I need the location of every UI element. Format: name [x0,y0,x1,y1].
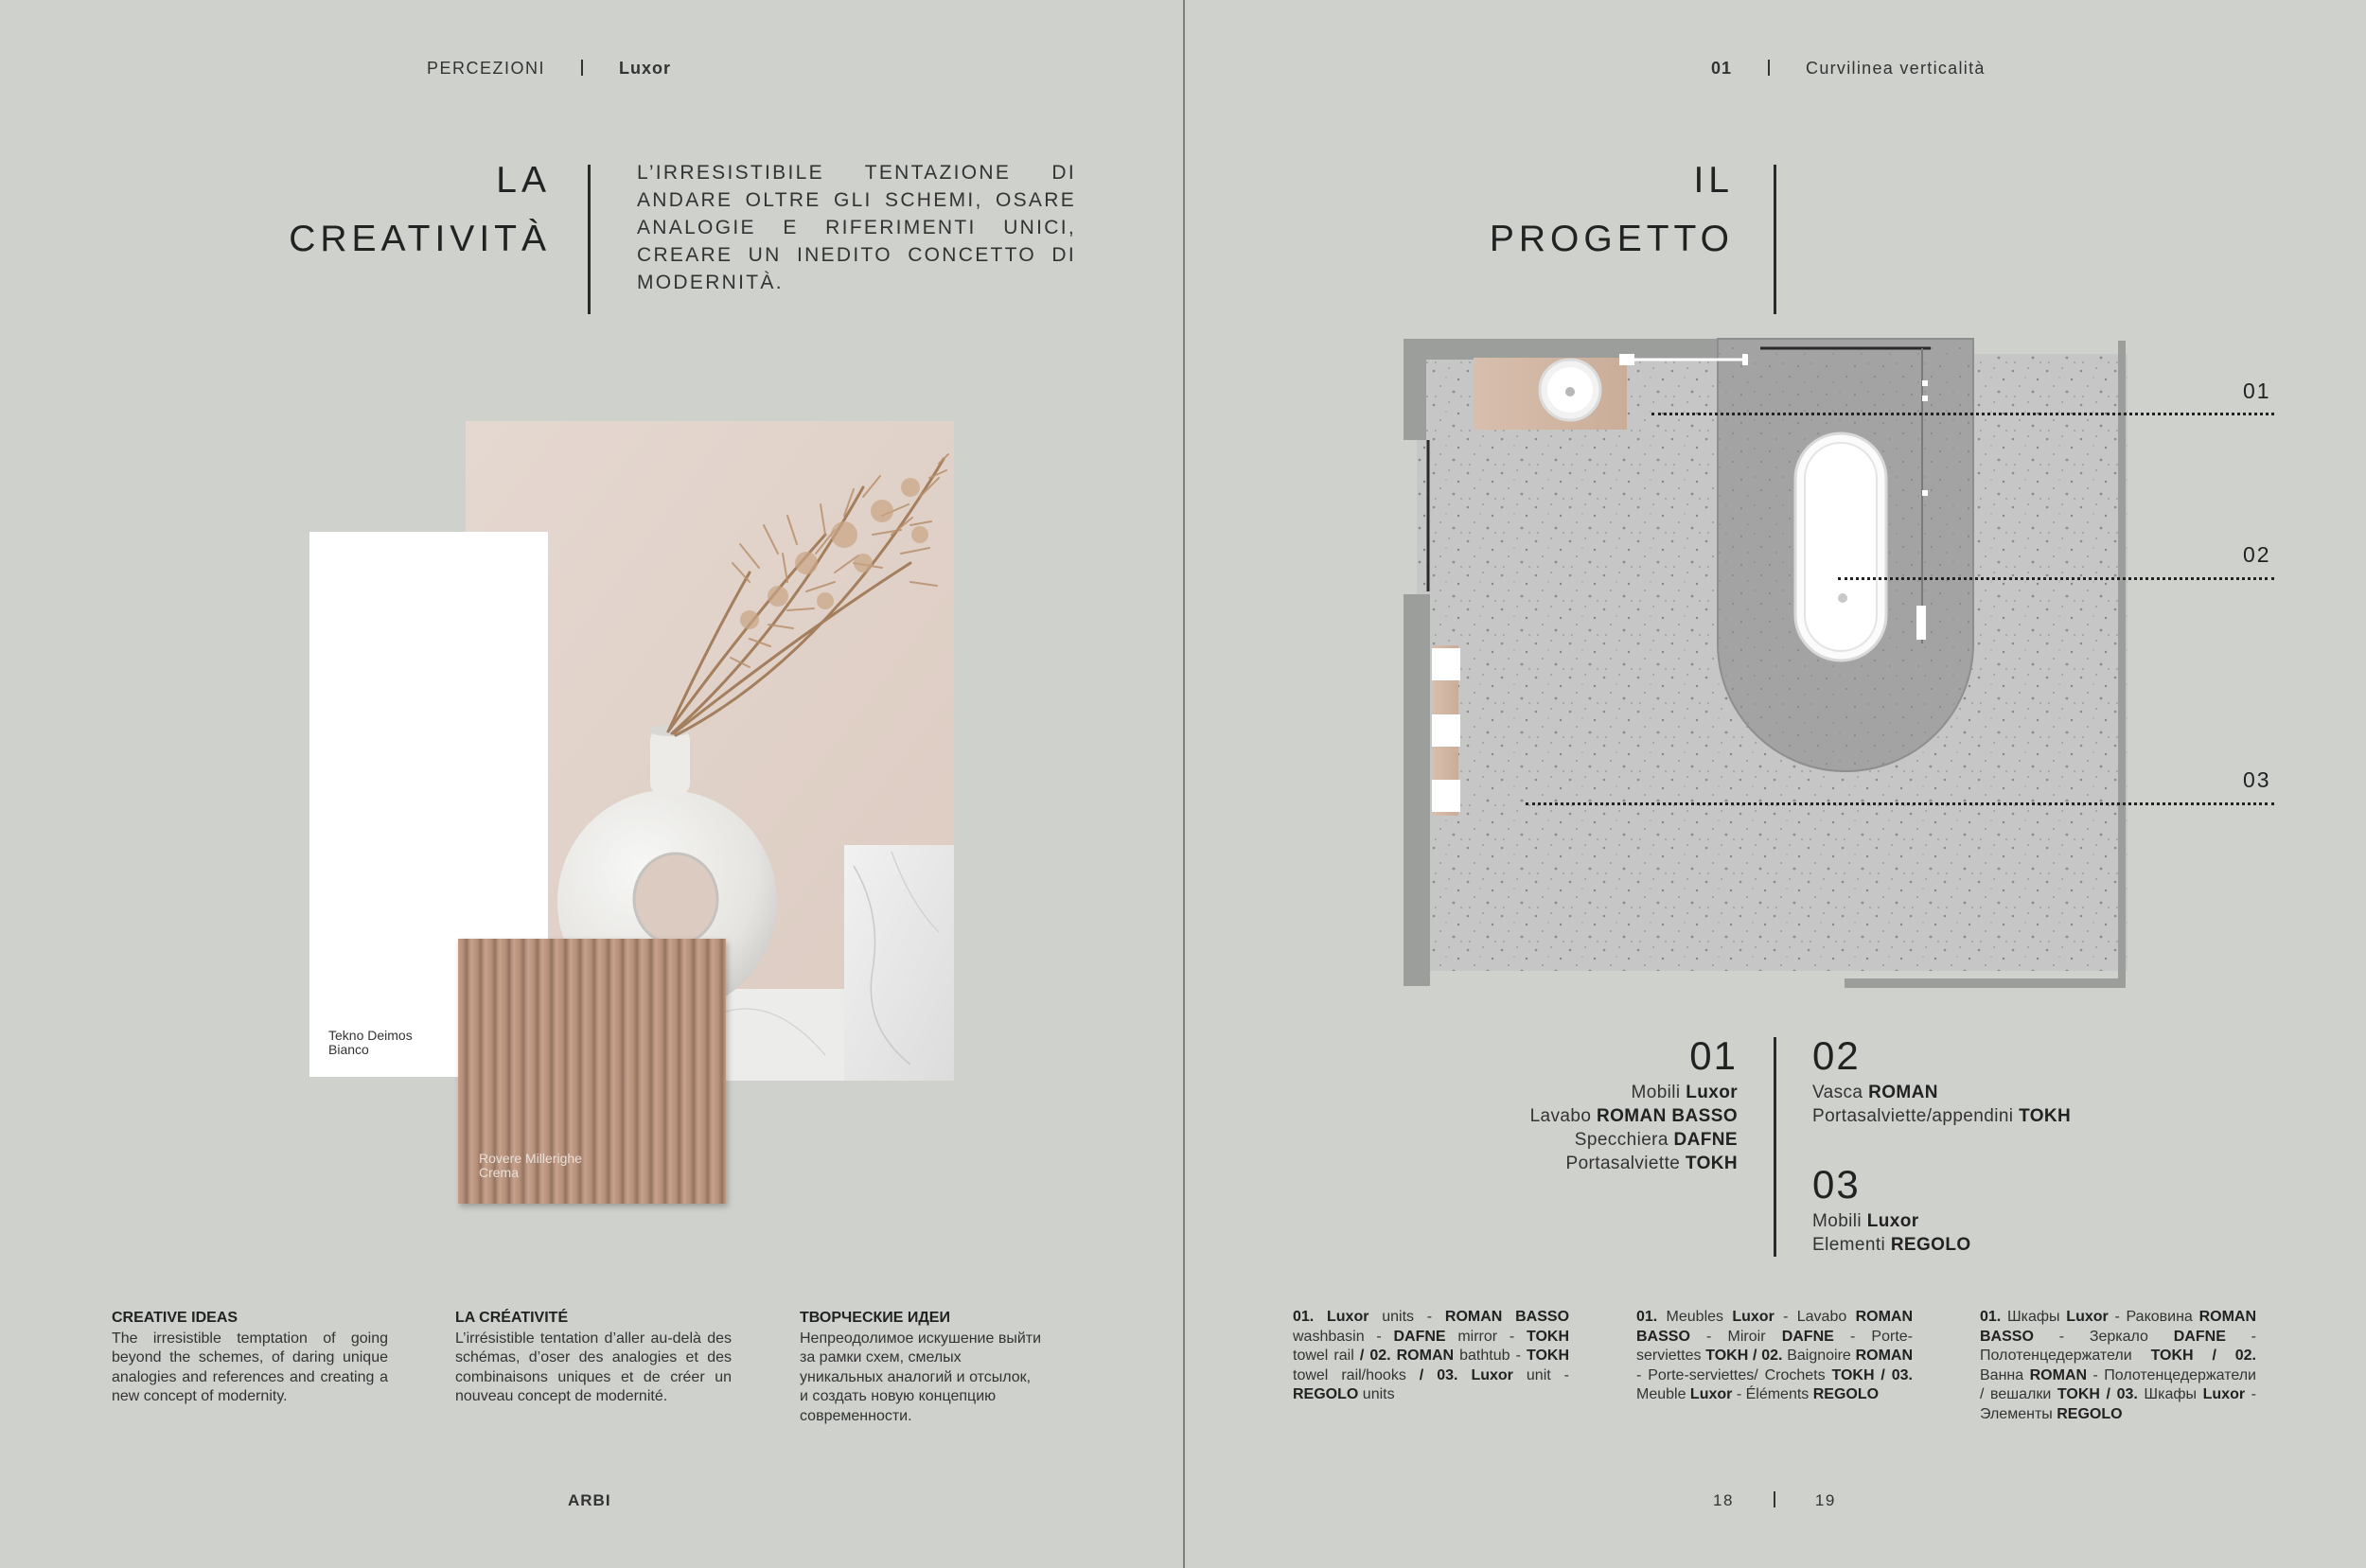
legend-number: 01 [1689,1033,1738,1078]
swatch-name: Rovere Millerighe [479,1151,582,1166]
item-brand: TOKH [2019,1106,2072,1126]
page-numbers [1713,1491,1836,1510]
text-run: - Зеркало [2033,1328,2174,1345]
title-divider [588,165,591,314]
item-label: Vasca [1812,1083,1869,1102]
item-brand: TOKH [1685,1154,1738,1173]
product-list-en [1293,1308,1569,1405]
text-column-ru [800,1309,1076,1426]
text-run: towel rail/hooks [1293,1366,1420,1383]
swatch-finish: Bianco [328,1042,369,1057]
product-list-ru [1980,1308,2256,1424]
bold-run: Luxor [1689,1386,1733,1402]
legend-items [1530,1081,1738,1175]
product-label: Luxor [619,59,672,78]
text-run: washbasin - [1293,1328,1394,1345]
title-line: CREATIVITÀ [289,219,551,259]
item-brand: Luxor [1686,1083,1738,1102]
bold-run: REGOLO [1812,1386,1880,1402]
legend-number: 03 [1812,1162,1861,1207]
leader-line-01 [1651,413,2274,415]
running-header-left [427,59,671,79]
legend-divider [1774,1037,1776,1257]
text-run: mirror - [1445,1328,1527,1345]
running-header-right [1711,59,1986,79]
legend-number: 02 [1812,1033,1861,1078]
item-brand: Luxor [1866,1211,1919,1231]
column-heading: LA CRÉATIVITÉ [455,1310,569,1326]
product-list-text [1636,1309,1913,1402]
chapter-subtitle: Curvilinea verticalità [1806,59,1986,78]
bold-run: 01. [1636,1309,1658,1325]
bold-run: ROMAN BASSO [1636,1309,1914,1345]
legend-group-02 [1812,1033,2071,1128]
column-heading: ТВОРЧЕСКИЕ ИДЕИ [800,1310,950,1326]
leader-line-02 [1838,577,2274,580]
item-label: Lavabo [1529,1106,1597,1126]
product-list-text [1293,1309,1569,1402]
product-list-fr [1636,1308,1913,1405]
text-run: - Полотенцедержатели [1980,1328,2256,1364]
item-label: Elementi [1812,1235,1891,1255]
text-run: units [1358,1386,1395,1402]
column-text: The irresistible temptation of going beyond the schemes, of daring unique analogies and references and creating a new concept of modernity. [112,1330,388,1404]
column-text: L’irrésistible tentation d’aller au-delà des schémas, d’oser des analogies et des combinaisons uniques et de créer un nouveau concept de modernité. [455,1330,732,1404]
column-line: современности. [800,1407,912,1424]
brand-name: ARBI [568,1491,611,1509]
bold-run: 01. [1980,1309,2002,1325]
section-label: PERCEZIONI [427,59,546,78]
plan-marker-03: 03 [2243,767,2271,792]
swatch-rovere-millerighe-crema [458,939,726,1204]
bold-run: TOKH / 03. [2057,1386,2138,1402]
item-label: Mobili [1812,1211,1867,1231]
column-line: уникальных аналогий и отсылок, [800,1368,1032,1385]
plan-marker-02: 02 [2243,542,2271,567]
legend-items [1812,1081,2071,1128]
text-run: - Элементы [1980,1386,2257,1422]
column-line: и создать новую концепцию [800,1388,997,1404]
bold-run: TOKH [1526,1328,1569,1345]
bathroom-floor-plan [1396,331,2158,1003]
plan-marker-01: 01 [2243,379,2271,403]
swatch-finish: Crema [479,1165,520,1180]
item-brand: DAFNE [1673,1130,1738,1150]
item-label: Portasalviette [1565,1154,1686,1173]
bold-run: TOKH [1526,1348,1570,1364]
legend-item [1530,1152,1738,1175]
chapter-number: 01 [1711,59,1733,78]
text-run: - Полотенцедержатели / вешалки [1980,1366,2256,1402]
footer-brand [568,1491,611,1510]
legend-group-03 [1812,1162,1971,1257]
bold-run: ROMAN [2029,1366,2088,1383]
bold-run: REGOLO [1293,1386,1359,1402]
column-line: за рамки схем, смелых [800,1349,962,1365]
text-run: Baignoire [1782,1348,1856,1364]
text-run: - Porte-serviettes [1636,1328,1913,1364]
legend-item [1812,1233,1971,1257]
text-run: Ванна [1980,1366,2030,1383]
bold-run: Luxor [1732,1309,1774,1325]
bold-run: / 03. Luxor [1419,1366,1513,1383]
page-number-left: 18 [1713,1491,1734,1509]
text-run: - Miroir [1689,1328,1782,1345]
page-gutter [1183,0,1185,1568]
bold-run: ROMAN BASSO [1980,1309,2257,1345]
bold-run: / 02. ROMAN [1359,1348,1455,1364]
header-divider [581,60,583,76]
column-line: Непреодолимое искушение выйти [800,1330,1042,1347]
legend-items [1812,1209,1971,1257]
text-run: - Lavabo [1774,1309,1856,1325]
product-list-text [1980,1309,2256,1422]
bold-run: DAFNE [1393,1328,1446,1345]
bold-run: REGOLO [2057,1405,2123,1422]
floor-plan-drawing [1396,331,2158,1003]
swatch-label [479,1152,582,1180]
item-label: Specchiera [1574,1130,1674,1150]
bold-run: Luxor [2202,1386,2246,1402]
header-divider [1768,60,1770,76]
page-title-right [1490,151,1734,269]
text-run: - Porte-serviettes/ Crochets [1636,1366,1832,1383]
lede-text: L’IRRESISTIBILE TENTAZIONE DI ANDARE OLTRE GLI SCHEMI, OSARE ANALOGIE E RIFERIMENTI UNICI, CREARE UN INEDITO CONCETTO DI MODERNITÀ. [637,162,1076,293]
item-brand: ROMAN [1868,1083,1938,1102]
legend-item [1530,1128,1738,1152]
bold-run: TOKH / 03. [1831,1366,1913,1383]
item-brand: REGOLO [1890,1235,1971,1255]
text-run: units - [1368,1309,1445,1325]
legend-item [1812,1081,2071,1104]
bold-run: DAFNE [1781,1328,1834,1345]
text-run: bathtub - [1454,1348,1527,1364]
bold-run: DAFNE [2173,1328,2226,1345]
title-line: LA [496,160,551,201]
legend-group-01 [1530,1033,1738,1175]
bold-run: Luxor [2066,1309,2109,1325]
bold-run: ROMAN BASSO [1444,1309,1570,1325]
legend-item [1530,1081,1738,1104]
folio-divider [1774,1491,1775,1507]
bold-run: TOKH / 02. [2150,1348,2257,1364]
text-run: Meuble [1636,1386,1690,1402]
swatch-label [328,1029,413,1057]
column-heading: CREATIVE IDEAS [112,1310,238,1326]
text-column-fr [455,1309,732,1407]
text-column-en [112,1309,388,1407]
text-run: - Éléments [1732,1386,1813,1402]
text-run: Шкафы [2001,1309,2067,1325]
text-run: Meubles [1657,1309,1733,1325]
legend-item [1812,1209,1971,1233]
title-line: IL [1693,160,1734,201]
bold-run: TOKH / 02. [1705,1348,1783,1364]
bold-run: 01. Luxor [1293,1309,1369,1325]
text-run: - Раковина [2108,1309,2199,1325]
item-label: Portasalviette/appendini [1812,1106,2020,1126]
text-run: unit - [1512,1366,1569,1383]
title-line: PROGETTO [1489,219,1734,259]
legend-item [1530,1104,1738,1128]
bold-run: ROMAN [1855,1348,1913,1364]
text-run: Шкафы [2137,1386,2203,1402]
leader-line-03 [1526,802,2274,805]
swatch-name: Tekno Deimos [328,1028,413,1043]
page-number-right: 19 [1814,1491,1836,1509]
item-label: Mobili [1631,1083,1686,1102]
text-run: towel rail [1293,1348,1360,1364]
legend-item [1812,1104,2071,1128]
page-title-left [289,151,551,269]
title-divider [1774,165,1776,314]
item-brand: ROMAN BASSO [1596,1106,1738,1126]
